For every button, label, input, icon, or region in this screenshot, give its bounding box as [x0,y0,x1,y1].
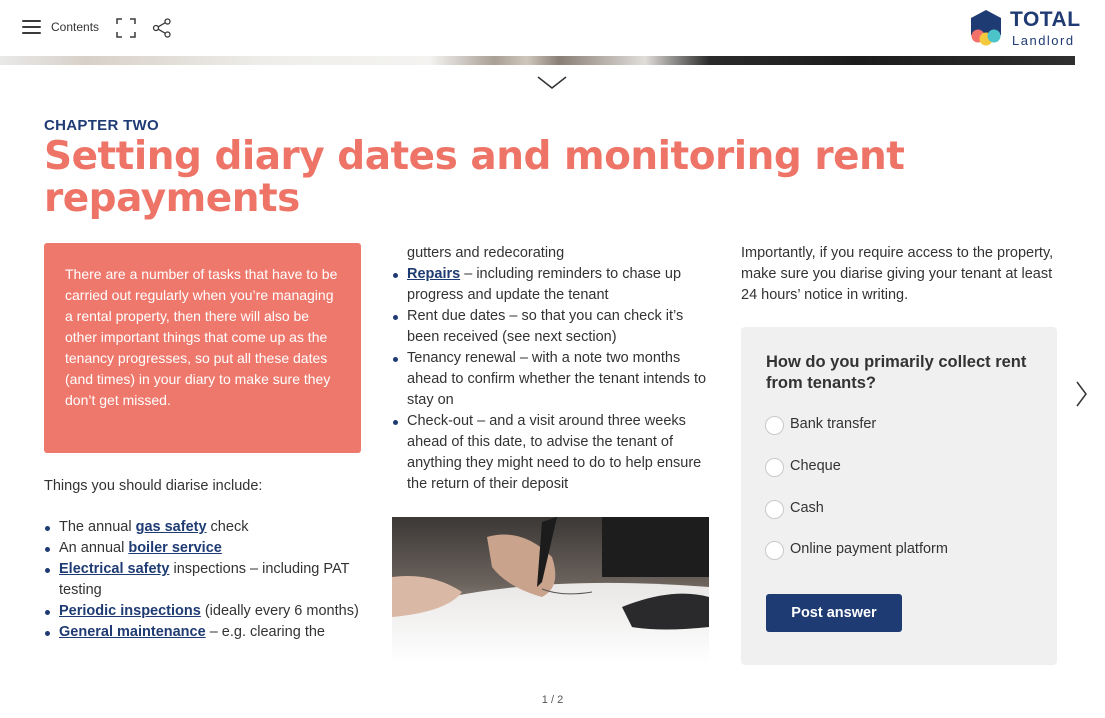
list-item [44,601,364,622]
diarise-heading: Things you should diarise include: [44,478,263,494]
contents-button-label[interactable]: Contents [51,20,100,34]
signing-document-photo [392,517,709,664]
general-maintenance-link[interactable]: General maintenance [59,624,206,640]
intro-callout [44,243,361,453]
poll-option-label[interactable]: Cash [790,500,824,516]
poll-option-label[interactable]: Bank transfer [790,416,877,432]
list-item [44,517,364,538]
logo-text-landlord: Landlord [1012,33,1075,48]
page-title: Setting diary dates and monitoring rent repayments [44,134,905,221]
radio-button[interactable] [765,541,784,560]
diarise-list-column-1 [44,517,364,643]
list-item-text: (ideally every 6 months) [200,603,359,619]
list-item-continued: gutters and redecorating [407,245,565,261]
poll-option-label[interactable]: Cheque [790,458,841,474]
post-answer-button[interactable]: Post answer [766,594,902,632]
repairs-link[interactable]: Repairs [407,266,461,282]
total-landlord-logo[interactable] [968,8,1088,50]
radio-button[interactable] [765,458,784,477]
chevron-right-icon[interactable] [1073,379,1089,409]
access-notice-paragraph: Importantly, if you require access to the property, make sure you diarise giving your tenant at least 24 hours’ notice in writing. [741,245,1054,303]
poll-question: How do you primarily collect rent from tenants? [766,353,1027,392]
list-item-text: The annual [59,519,136,535]
gas-safety-link[interactable]: gas safety [135,519,207,535]
intro-text: There are a number of tasks that have to be carried out regularly when you’re managing a rental property, then there will also be other important things that come up as the tenancy progresses, so put all these dates (and times) in your diary to make sure they don’t get missed. [65,266,338,408]
radio-button[interactable] [765,500,784,519]
list-item-text: – including reminders to chase up progress and update the tenant [407,266,682,303]
hamburger-menu-icon[interactable] [22,19,41,35]
boiler-service-link[interactable]: boiler service [128,540,222,556]
diarise-list-column-2 [392,243,717,495]
radio-button[interactable] [765,416,784,435]
electrical-safety-link[interactable]: Electrical safety [59,561,170,577]
list-item [44,622,364,643]
list-item [44,538,364,559]
list-item [44,559,364,601]
share-icon[interactable] [152,18,172,38]
list-item: Rent due dates – so that you can check it’s been received (see next section) [392,306,717,348]
periodic-inspections-link[interactable]: Periodic inspections [59,603,201,619]
fullscreen-icon[interactable] [116,18,136,38]
rent-collection-poll [741,327,1057,665]
list-item-text: An annual [59,540,129,556]
list-item-text: – e.g. clearing the [205,624,325,640]
list-item-text: inspections – including PAT testing [59,561,350,598]
logo-text-total: TOTAL [1010,8,1081,31]
list-item: Check-out – and a visit around three weeks ahead of this date, to advise the tenant of anything they might need to do to help ensure the return of their deposit [392,411,717,495]
list-item [392,264,717,306]
list-item-text: check [206,519,249,535]
page-indicator: 1 / 2 [541,694,564,706]
chapter-label: CHAPTER TWO [44,117,159,134]
top-toolbar [0,0,1105,56]
list-item: Tenancy renewal – with a note two months ahead to confirm whether the tenant intends to stay on [392,348,717,411]
chevron-down-icon[interactable] [536,74,568,92]
poll-option-label[interactable]: Online payment platform [790,541,948,557]
hero-image-strip [0,56,1075,65]
